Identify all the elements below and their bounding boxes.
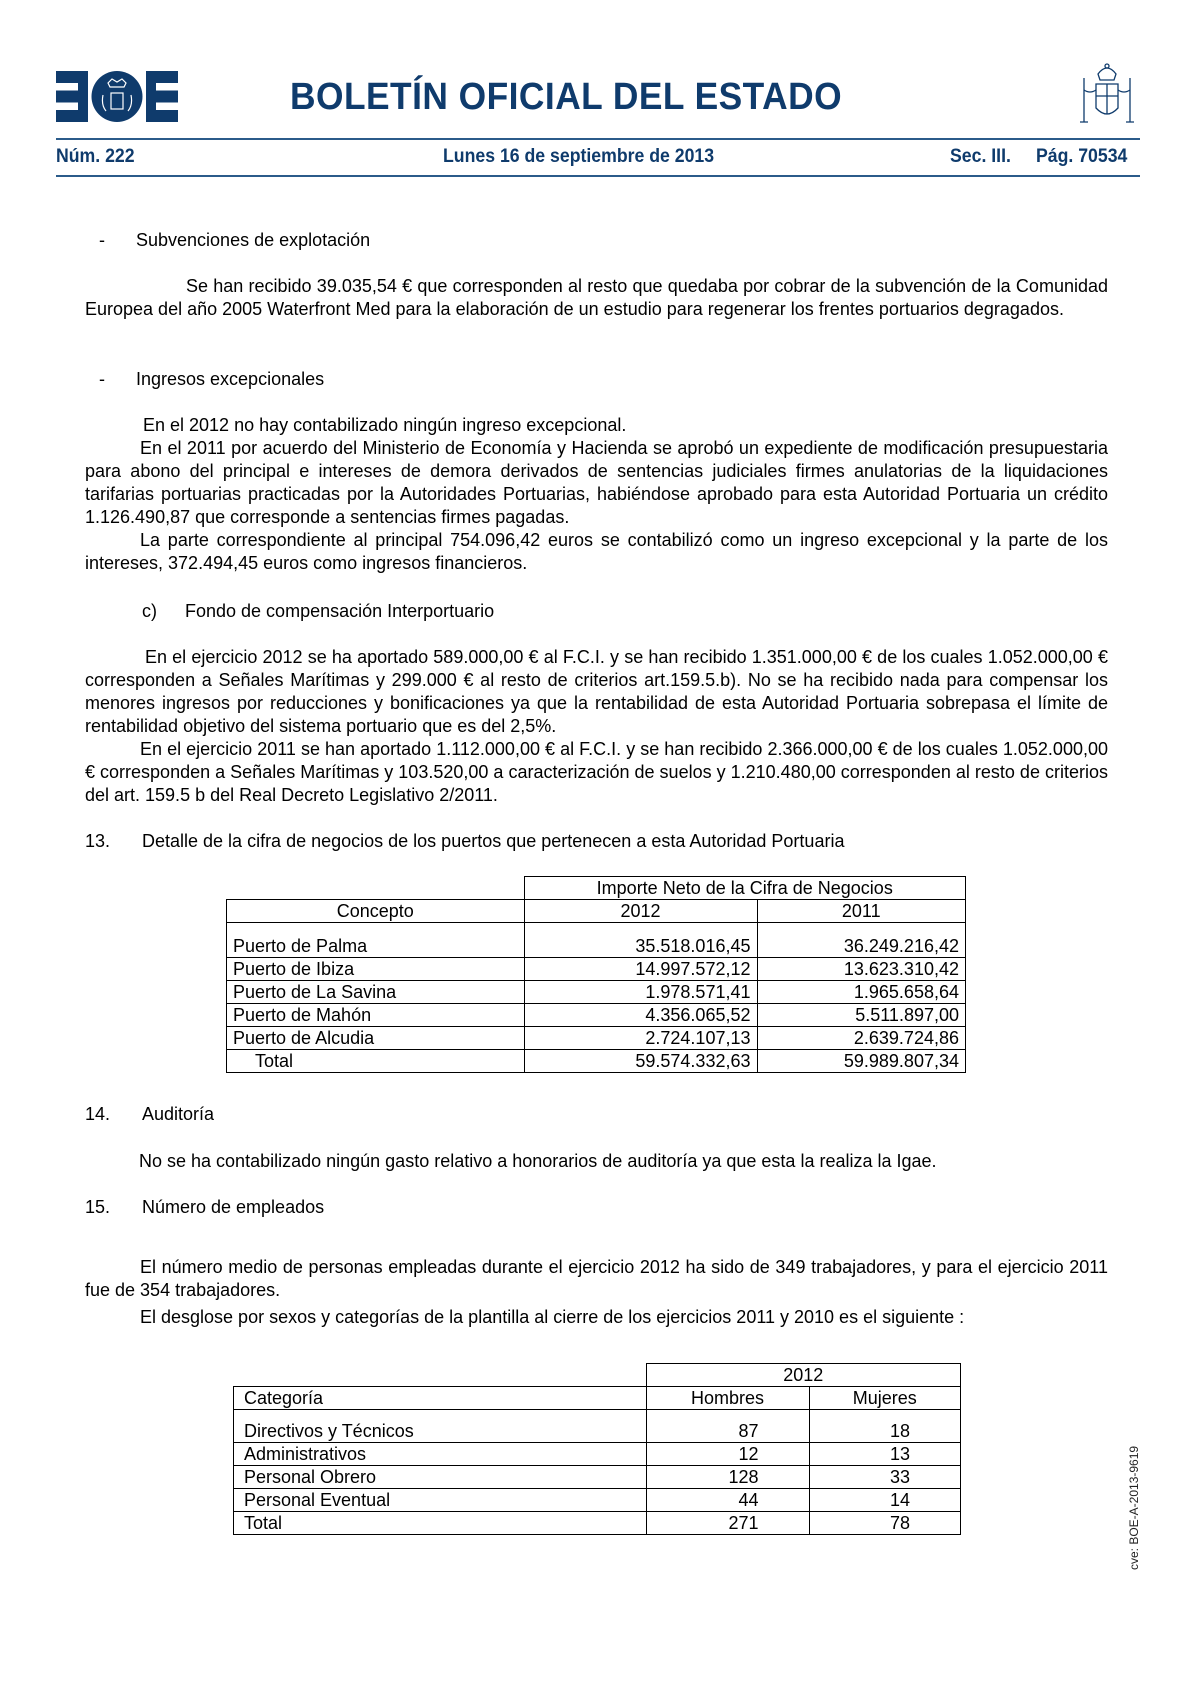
col-concepto: Concepto	[227, 900, 525, 923]
issue-number: Núm. 222	[56, 146, 135, 167]
coat-of-arms-icon	[1076, 60, 1138, 128]
table-row: Administrativos 12 13	[234, 1443, 961, 1466]
table-row: Puerto de Palma 35.518.016,45 36.249.216,42	[227, 923, 966, 958]
ingresos-p3: La parte correspondiente al principal 754.096,42 euros se contabilizó como un ingreso excepcional y la parte de los intereses, 372.494,45 euros como ingresos financieros.	[85, 530, 1108, 573]
col-categoria: Categoría	[234, 1387, 647, 1410]
section-label: Sec. III.	[950, 146, 1011, 167]
section15-paragraphs	[85, 1256, 1108, 1329]
revenue-group-header: Importe Neto de la Cifra de Negocios	[524, 877, 966, 900]
table-row: Puerto de Ibiza 14.997.572,12 13.623.310,42	[227, 958, 966, 981]
revenue-table	[226, 876, 966, 1073]
issue-date: Lunes 16 de septiembre de 2013	[443, 146, 715, 167]
bullet-dash: -	[99, 369, 105, 389]
employees-year-header: 2012	[646, 1364, 961, 1387]
section15-p1: El número medio de personas empleadas durante el ejercicio 2012 ha sido de 349 trabajadores, y para el ejercicio 2011 fue de 354 trabajadores.	[85, 1257, 1108, 1300]
section14-number: 14.	[85, 1104, 111, 1124]
col-mujeres: Mujeres	[809, 1387, 961, 1410]
ingresos-heading: Ingresos excepcionales	[136, 369, 325, 389]
table-row: Personal Obrero 128 33	[234, 1466, 961, 1489]
header-rule-bottom	[56, 175, 1140, 177]
table-row-total: Total 59.574.332,63 59.989.807,34	[227, 1050, 966, 1073]
table-row: Puerto de Mahón 4.356.065,52 5.511.897,00	[227, 1004, 966, 1027]
table-row: Personal Eventual 44 14	[234, 1489, 961, 1512]
bullet-dash: -	[99, 230, 105, 250]
col-2012: 2012	[524, 900, 757, 923]
boe-logo-icon	[56, 71, 178, 122]
header-rule-top	[56, 138, 1140, 140]
fondo-p2: En el ejercicio 2011 se han aportado 1.112.000,00 € al F.C.I. y se han recibido 2.366.000,00 € de los cuales 1.052.000,00 € corresponden a Señales Marítimas y 103.520,00 a caracterización de suelos y 1.210.480,00 corresponden al resto de criterios del art. 159.5 b del Real Decreto Legislativo 2/2011.	[85, 739, 1108, 805]
fondo-heading: Fondo de compensación Interportuario	[185, 601, 495, 621]
page-number: Pág. 70534	[1036, 146, 1128, 167]
section13-number: 13.	[85, 831, 111, 851]
section14-text: No se ha contabilizado ningún gasto relativo a honorarios de auditoría ya que esta la realiza la Igae.	[139, 1151, 937, 1171]
section13-heading: Detalle de la cifra de negocios de los puertos que pertenecen a esta Autoridad Portuaria	[142, 831, 845, 851]
subvenciones-text: Se han recibido 39.035,54 € que corresponden al resto que quedaba por cobrar de la subvención de la Comunidad Europea del año 2005 Waterfront Med para la elaboración de un estudio para regenerar los frentes portuarios degragados.	[85, 276, 1108, 319]
ingresos-paragraphs	[85, 414, 1108, 575]
table-row: Directivos y Técnicos 87 18	[234, 1410, 961, 1443]
cve-identifier: cve: BOE-A-2013-9619	[1127, 1445, 1141, 1570]
section15-number: 15.	[85, 1197, 111, 1217]
table-row-total: Total 271 78	[234, 1512, 961, 1535]
section15-heading: Número de empleados	[142, 1197, 325, 1217]
subvenciones-heading: Subvenciones de explotación	[136, 230, 371, 250]
col-2011: 2011	[757, 900, 966, 923]
section15-p2: El desglose por sexos y categorías de la plantilla al cierre de los ejercicios 2011 y 2010 es el siguiente :	[140, 1307, 965, 1327]
employees-table	[233, 1363, 961, 1535]
ingresos-p2: En el 2011 por acuerdo del Ministerio de Economía y Hacienda se aprobó un expediente de modificación presupuestaria para abono del principal e intereses de demora derivados de sentencias judiciales firmes anulatorias de la liquidaciones tarifarias portuarias practicadas por la Autoridades Portuarias, habiéndose aprobado para esta Autoridad Portuaria un crédito 1.126.490,87 que corresponde a sentencias firmes pagadas.	[85, 438, 1108, 527]
table-row: Puerto de Alcudia 2.724.107,13 2.639.724,86	[227, 1027, 966, 1050]
subvenciones-paragraph	[85, 275, 1108, 321]
fondo-p1: En el ejercicio 2012 se ha aportado 589.000,00 € al F.C.I. y se han recibido 1.351.000,00 € de los cuales 1.052.000,00 € corresponden a Señales Marítimas y 299.000 € al resto de criterios art.159.5.b). No se ha recibido nada para compensar los menores ingresos por reducciones y bonificaciones ya que la rentabilidad de esta Autoridad Portuaria sobrepasa el límite de rentabilidad objetivo del sistema portuario que es del 2,5%.	[85, 647, 1108, 736]
bulletin-title: BOLETÍN OFICIAL DEL ESTADO	[290, 76, 843, 118]
ingresos-p1: En el 2012 no hay contabilizado ningún ingreso excepcional.	[143, 415, 627, 435]
fondo-marker: c)	[142, 601, 157, 621]
table-row: Puerto de La Savina 1.978.571,41 1.965.658,64	[227, 981, 966, 1004]
fondo-paragraphs	[85, 646, 1108, 807]
col-hombres: Hombres	[646, 1387, 809, 1410]
section14-heading: Auditoría	[142, 1104, 215, 1124]
